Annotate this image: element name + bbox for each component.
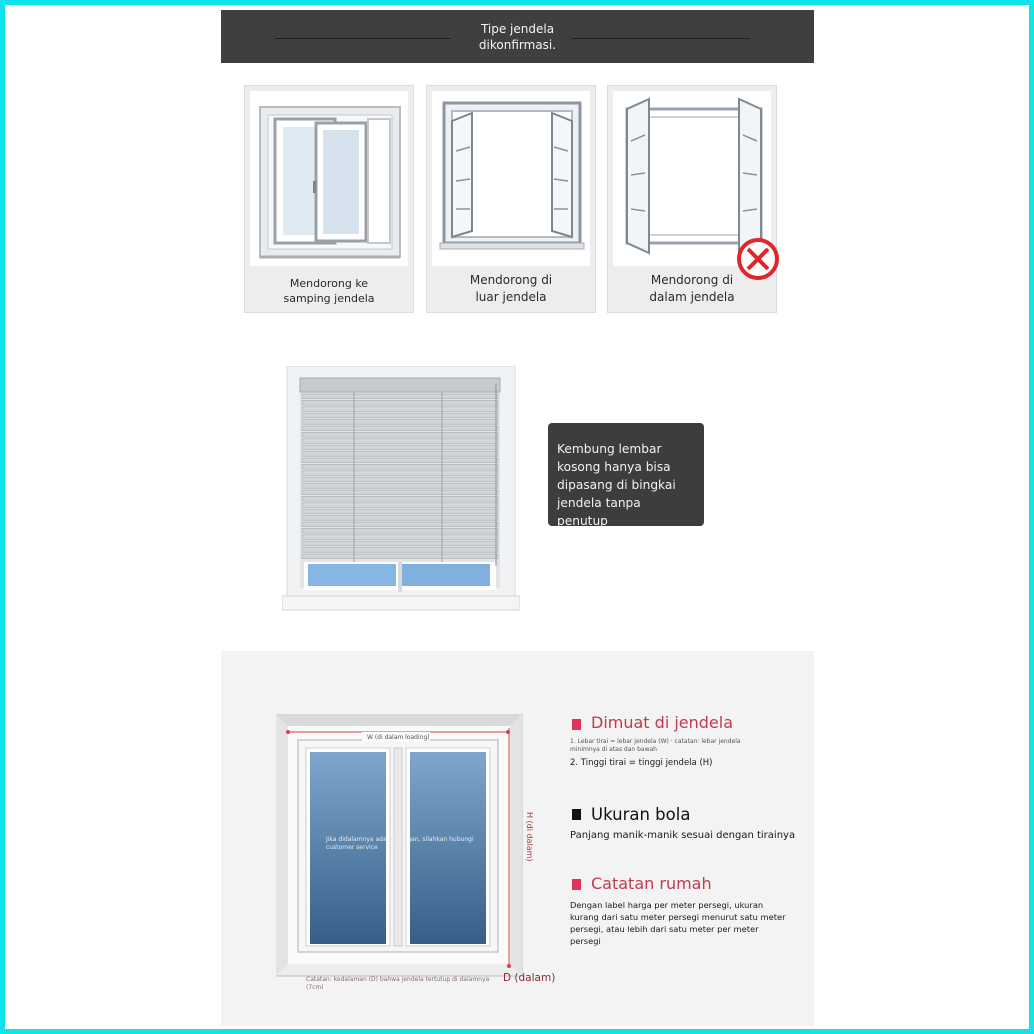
ball-description: Panjang manik-manik sesuai dengan tirainya [570,830,796,841]
section-bullet-red [572,719,581,730]
tooltip-text: Kembung lembar kosong hanya bisa dipasang di bingkai jendela tanpa penutup [557,442,676,528]
section-bullet-black [572,809,581,820]
section-title-home: Catatan rumah [591,874,712,893]
blind-slat [302,535,498,540]
blind-slat [302,432,498,437]
venetian-blind-image [282,366,520,624]
blind-slat [302,471,498,476]
depth-label: D (dalam) [503,972,556,984]
header-banner [221,10,814,63]
blind-illustration [282,366,520,624]
height-label: H (di dalam) [525,812,534,862]
blind-slat [302,445,498,450]
blind-slat [302,407,498,412]
blind-slat [302,522,498,527]
blind-slat [302,439,498,444]
window-type-card-outward[interactable] [426,85,596,313]
outward-casement-window-icon [432,91,592,266]
blind-slat [302,496,498,501]
blind-slat [302,503,498,508]
page-title: Tipe jendela dikonfirmasi. [478,22,557,52]
window-type-card-sliding[interactable] [244,85,414,313]
inside-note-2: 2. Tinggi tirai = tinggi jendela (H) [570,758,713,768]
blind-slat [302,420,498,425]
section-bullet-red [572,879,581,890]
blind-slat [302,477,498,482]
blind-info-tooltip [548,423,704,526]
width-label: W (di dalam loading) [367,734,430,741]
blind-slat [302,452,498,457]
blind-slat [302,509,498,514]
blind-slat [302,554,498,559]
blind-slat [302,394,498,399]
depth-note: Catatan: kedalaman (D) bahwa jendela tertutup di dalamnya (7cm) [306,976,490,991]
blind-slat [302,548,498,553]
window-type-label: Mendorong ke samping jendela [283,277,375,305]
blind-slat [302,490,498,495]
inside-note-1: 1. Lebar tirai = lebar jendela (W) · catatan: lebar jendela minimnya di atas dan bawah [570,738,741,753]
blind-slat [302,528,498,533]
measured-window-illustration [276,714,556,994]
sliding-window-icon [250,91,410,266]
blind-slat [302,541,498,546]
window-type-card-inward[interactable] [607,85,777,313]
blind-slat [302,458,498,463]
handle-note: Jika didalamnya ada pegangan, silahkan hubungi customer service [326,836,474,851]
blind-slat [302,516,498,521]
section-title-inside: Dimuat di jendela [591,713,734,732]
blind-slat [302,464,498,469]
blind-slat [302,400,498,405]
window-type-label: Mendorong di luar jendela [469,273,553,304]
window-measurement-diagram [276,714,556,994]
window-type-label: Mendorong di dalam jendela [649,273,735,304]
blind-slat [302,426,498,431]
blind-slat [302,484,498,489]
section-title-ball: Ukuran bola [591,805,691,824]
blind-slat [302,413,498,418]
home-description: Dengan label harga per meter persegi, ukuran kurang dari satu meter persegi menurut satu meter persegi, atau lebih dari satu meter per meter persegi [570,900,786,946]
